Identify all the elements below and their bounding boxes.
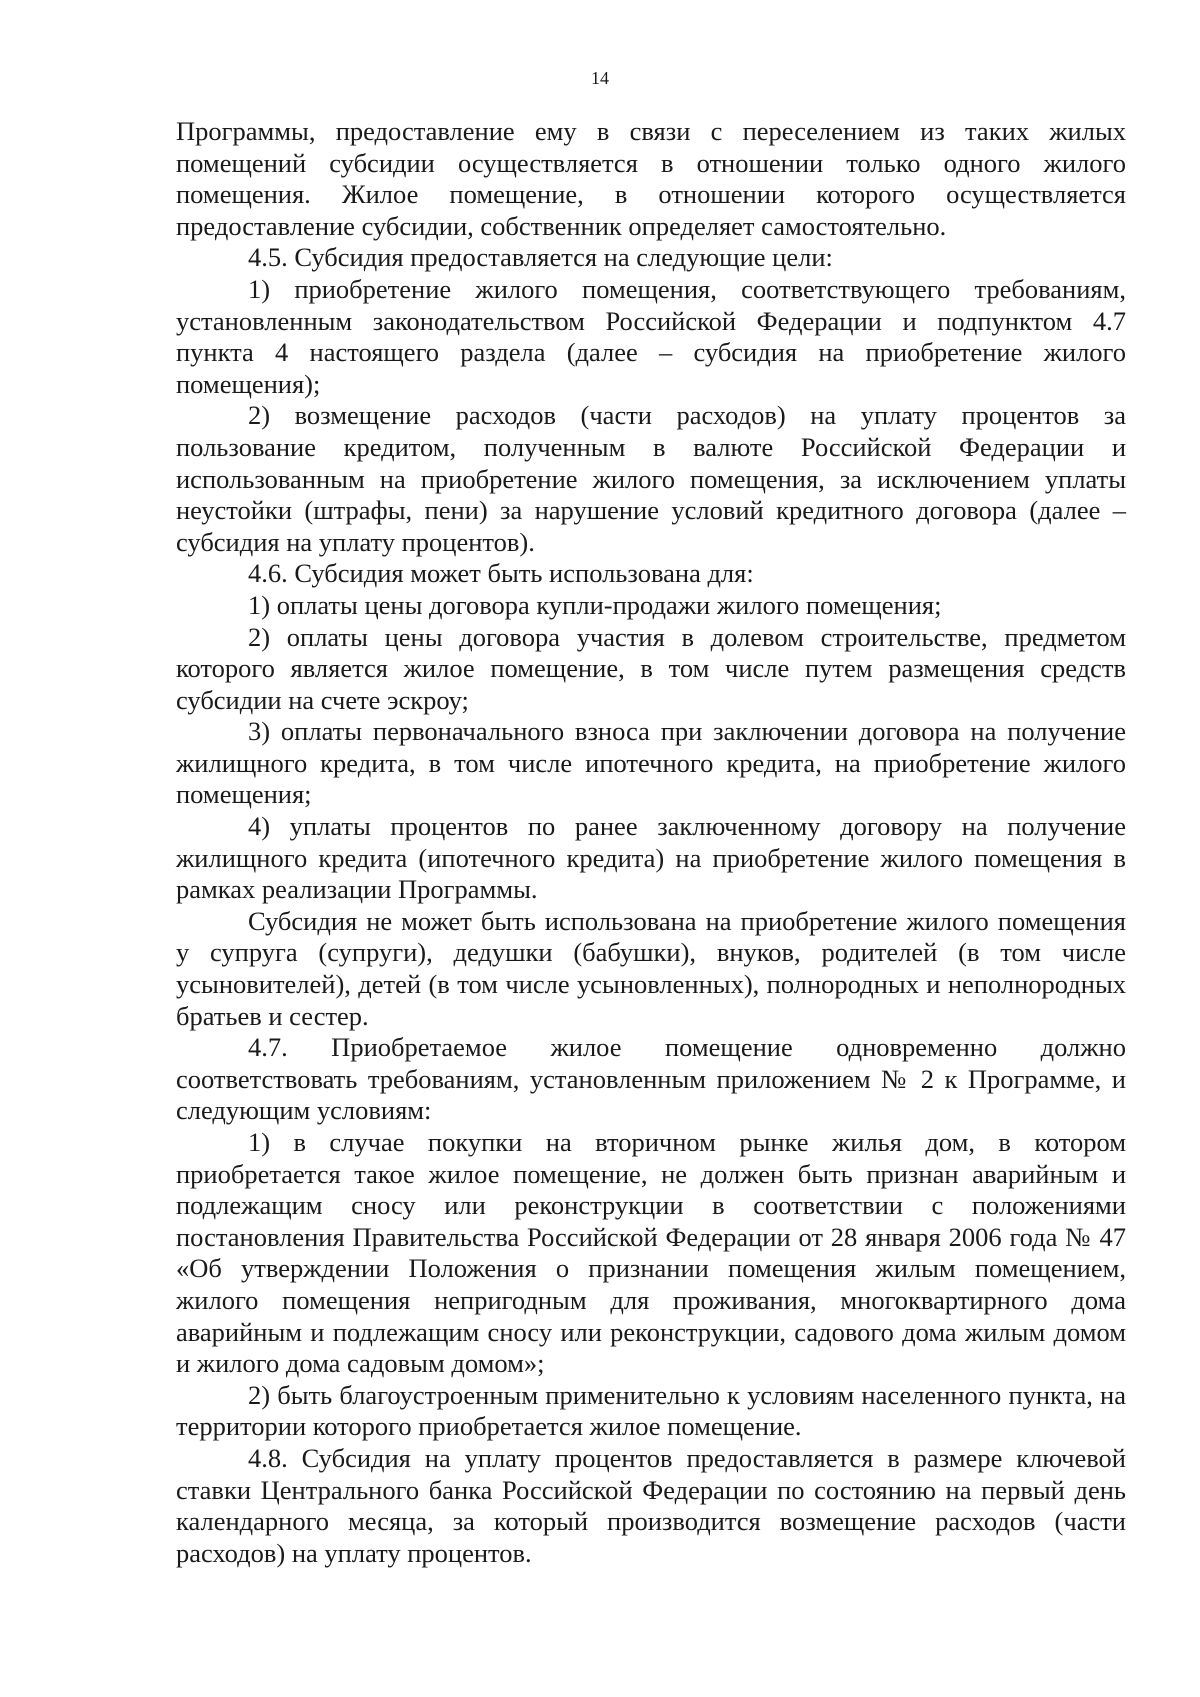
document-body — [176, 116, 1126, 1569]
paragraph: Субсидия не может быть использована на приобретение жилого помещения у супруга (супруги), дедушки (бабушки), внуков, родителей (в том числе усыновителей), детей (в том числе усыновленных), полнородных и неполнородных братьев и сестер. — [176, 905, 1126, 1031]
paragraph: 3) оплаты первоначального взноса при заключении договора на получение жилищного кредита, в том числе ипотечного кредита, на приобретение жилого помещения; — [176, 716, 1126, 810]
paragraph: 2) оплаты цены договора участия в долевом строительстве, предметом которого является жилое помещение, в том числе путем размещения средств субсидии на счете эскроу; — [176, 621, 1126, 715]
page-number: 14 — [591, 68, 609, 88]
paragraph: 2) быть благоустроенным применительно к условиям населенного пункта, на территории которого приобретается жилое помещение. — [176, 1379, 1126, 1442]
paragraph: 2) возмещение расходов (части расходов) на уплату процентов за пользование кредитом, полученным в валюте Российской Федерации и использованным на приобретение жилого помещения, за исключением уплаты неустойки (штрафы, пени) за нарушение условий кредитного договора (далее – субсидия на уплату процентов). — [176, 400, 1126, 557]
paragraph: 4.6. Субсидия может быть использована для: — [248, 558, 754, 589]
paragraph: 1) приобретение жилого помещения, соответствующего требованиям, установленным законодательством Российской Федерации и подпунктом 4.7 пункта 4 настоящего раздела (далее – субсидия на приобретение жилого помещения); — [176, 273, 1126, 399]
paragraph: 1) оплаты цены договора купли-продажи жилого помещения; — [248, 589, 942, 620]
paragraph: Программы, предоставление ему в связи с переселением из таких жилых помещений субсидии осуществляется в отношении только одного жилого помещения. Жилое помещение, в отношении которого осуществляется предоставление субсидии, собственник определяет самостоятельно. — [176, 116, 1126, 241]
paragraph: 4.8. Субсидия на уплату процентов предоставляется в размере ключевой ставки Центрального банка Российской Федерации по состоянию на первый день календарного месяца, за который производится возмещение расходов (части расходов) на уплату процентов. — [176, 1442, 1126, 1568]
paragraph: 4) уплаты процентов по ранее заключенному договору на получение жилищного кредита (ипотечного кредита) на приобретение жилого помещения в рамках реализации Программы. — [176, 811, 1126, 905]
paragraph: 4.5. Субсидия предоставляется на следующие цели: — [248, 242, 833, 273]
paragraph: 4.7. Приобретаемое жилое помещение одновременно должно соответствовать требованиям, установленным приложением № 2 к Программе, и следующим условиям: — [176, 1032, 1126, 1126]
paragraph: 1) в случае покупки на вторичном рынке жилья дом, в котором приобретается такое жилое помещение, не должен быть признан аварийным и подлежащим сносу или реконструкции в соответствии с положениями постановления Правительства Российской Федерации от 28 января 2006 года № 47 «Об утверждении Положения о признании помещения жилым помещением, жилого помещения непригодным для проживания, многоквартирного дома аварийным и подлежащим сносу или реконструкции, садового дома жилым домом и жилого дома садовым домом»; — [176, 1127, 1126, 1379]
